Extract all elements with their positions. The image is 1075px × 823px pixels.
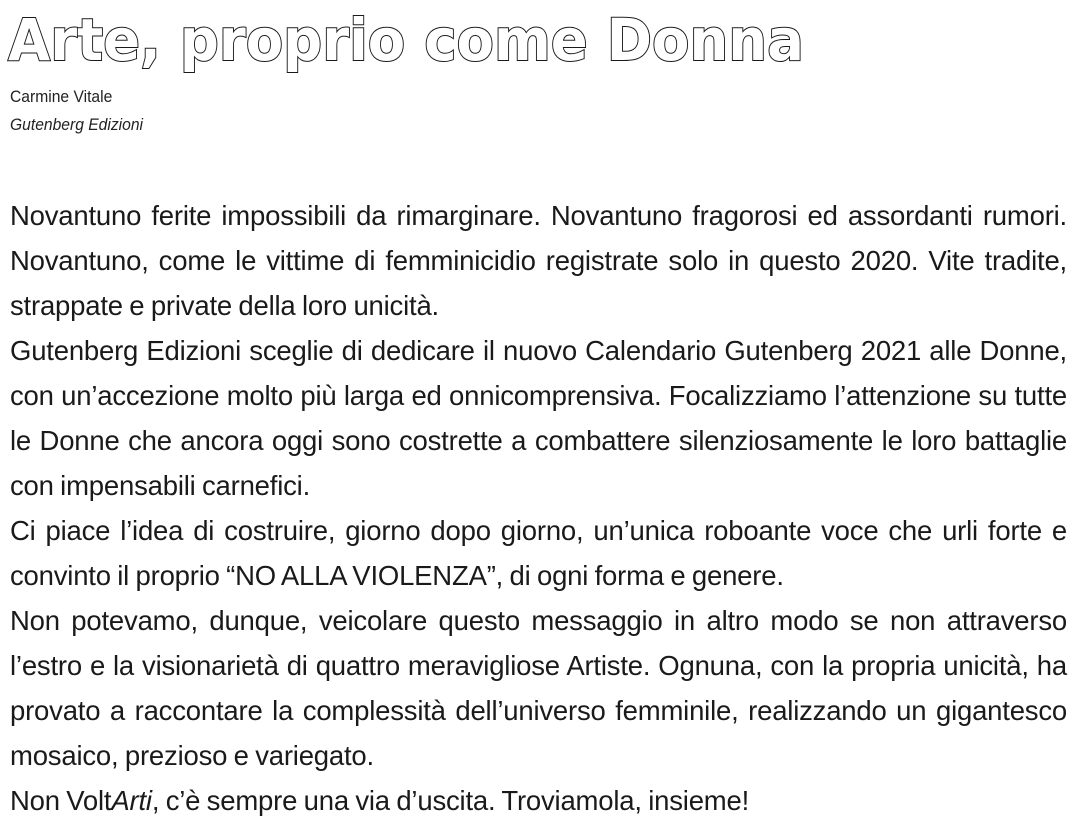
closing-suffix: , c’è sempre una via d’uscita. Troviamola, insieme! bbox=[151, 785, 750, 816]
page-title: Arte, proprio come Donna bbox=[8, 6, 804, 74]
paragraph-2: Gutenberg Edizioni sceglie di dedicare il nuovo Calendario Gutenberg 2021 alle Donne, con un’accezione molto più larga ed onnicomprensiva. Focalizziamo l’attenzione su tutte le Donne che ancora oggi sono costrette a combattere silenziosamente le loro battaglie con impensabili carnefici. bbox=[10, 335, 1067, 501]
closing-line bbox=[10, 778, 1067, 823]
paragraph-4: Non potevamo, dunque, veicolare questo messaggio in altro modo se non attraverso l’estro e la visionarietà di quattro meravigliose Artiste. Ognuna, con la propria unicità, ha provato a raccontare la complessità dell’universo femminile, realizzando un gigantesco mosaico, prezioso e variegato. bbox=[10, 605, 1067, 771]
author-name: Carmine Vitale bbox=[10, 87, 113, 106]
article-body bbox=[10, 193, 1067, 823]
paragraph-3: Ci piace l’idea di costruire, giorno dopo giorno, un’unica roboante voce che urli forte e convinto il proprio “NO ALLA VIOLENZA”, di ogni forma e genere. bbox=[10, 515, 1067, 591]
publisher-name: Gutenberg Edizioni bbox=[10, 115, 144, 134]
closing-emphasis: Arti bbox=[111, 785, 152, 816]
closing-prefix: Non Volt bbox=[10, 785, 112, 816]
paragraph-1: Novantuno ferite impossibili da rimarginare. Novantuno fragorosi ed assordanti rumori. Novantuno, come le vittime di femminicidio registrate solo in questo 2020. Vite tradite, strappate e private della loro unicità. bbox=[10, 200, 1067, 321]
